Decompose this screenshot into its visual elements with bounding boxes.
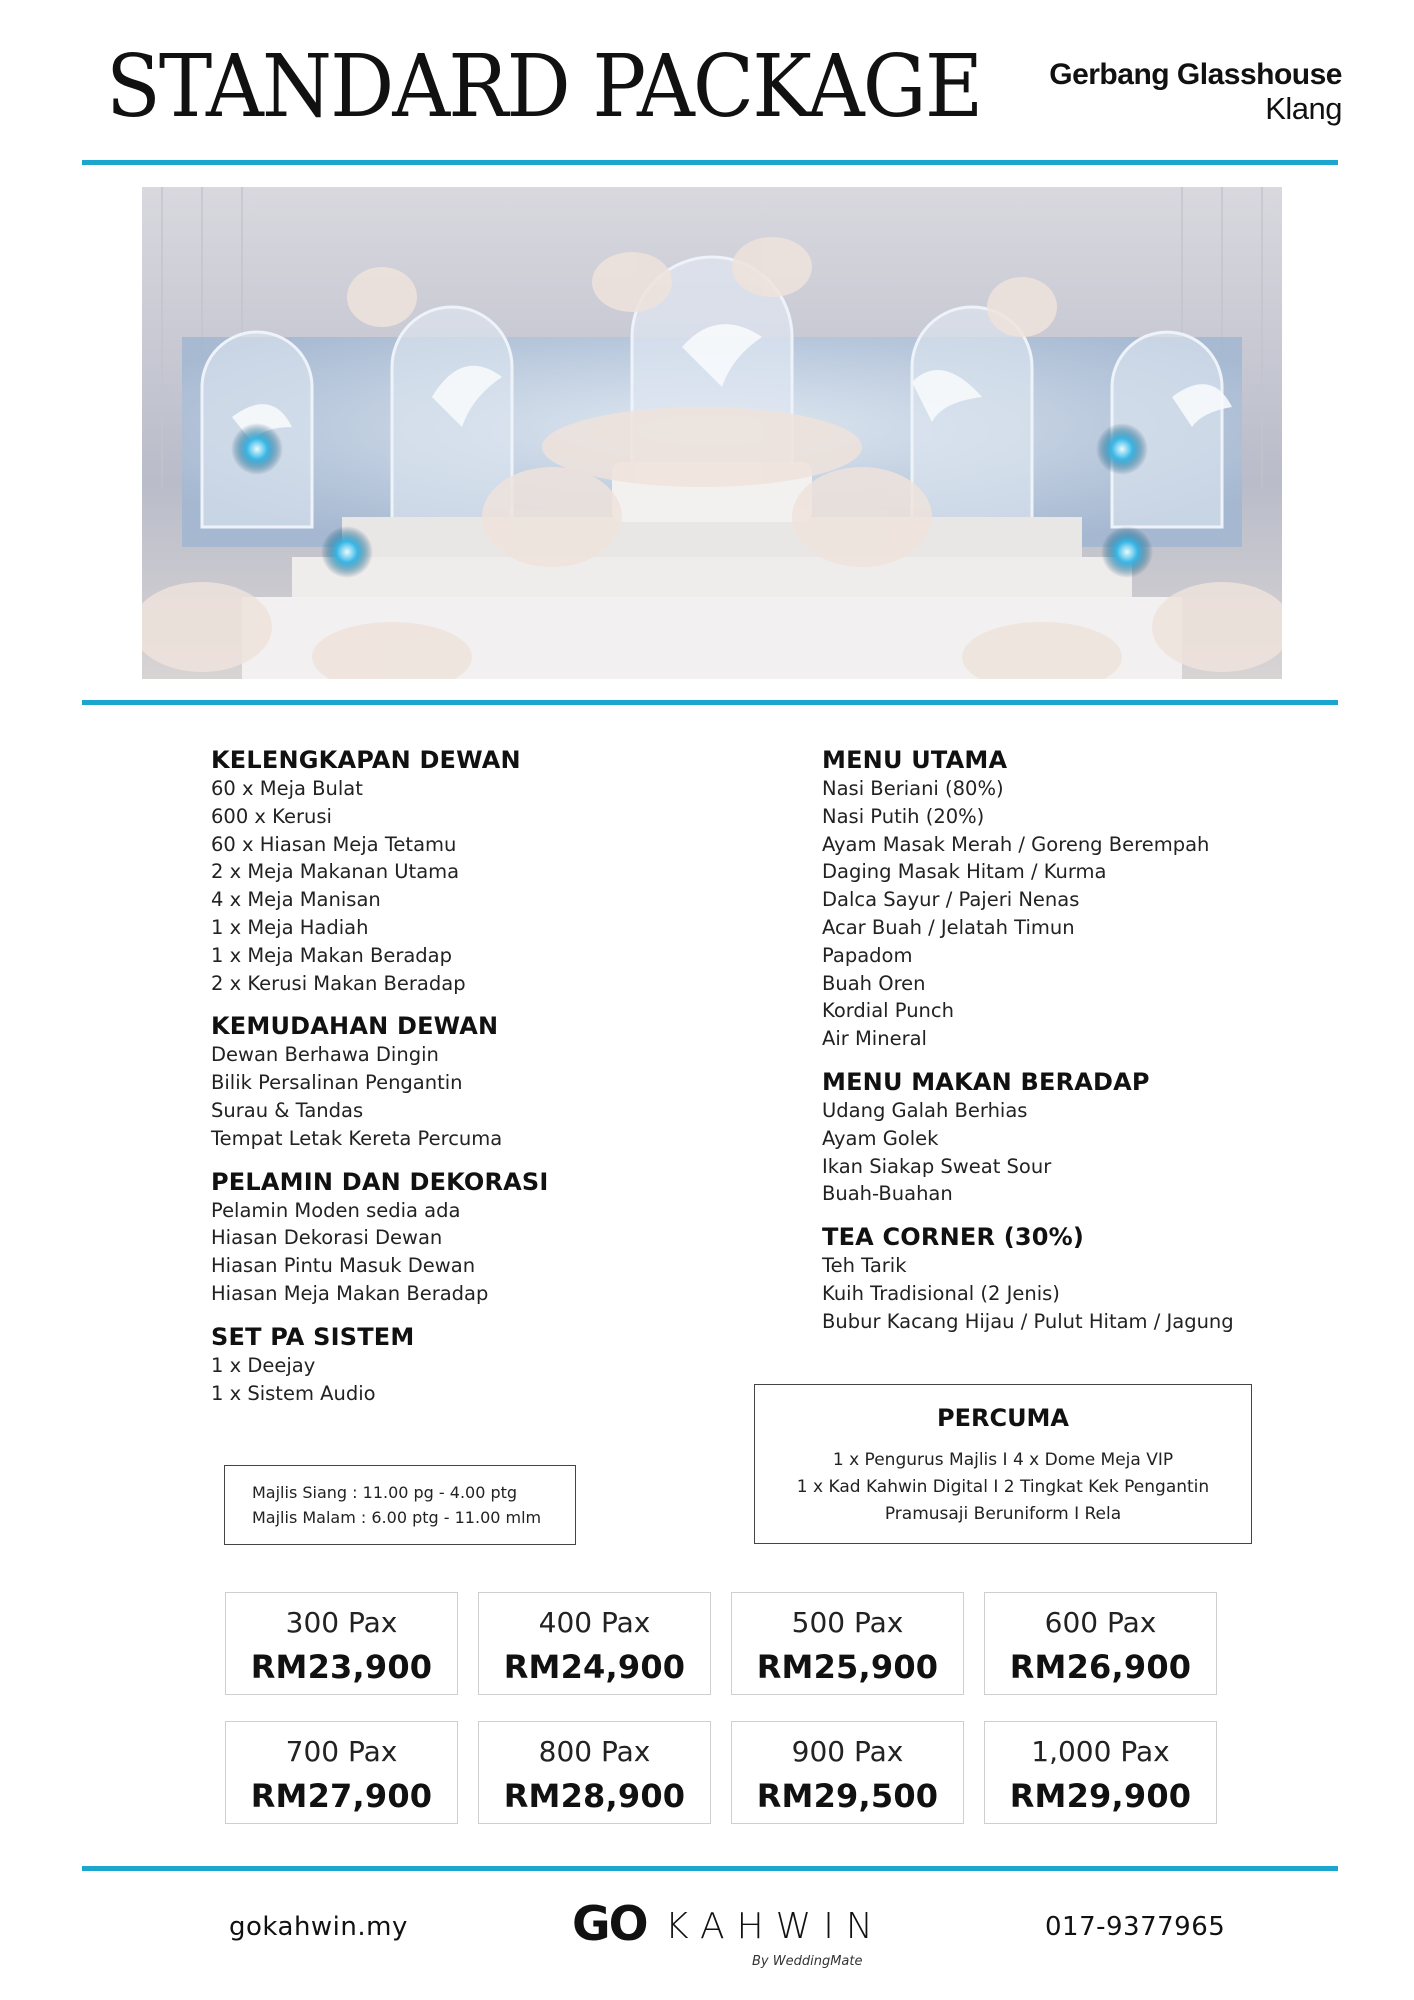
list-item: Kuih Tradisional (2 Jenis) [822, 1281, 1060, 1305]
percuma-box [754, 1384, 1252, 1544]
price-grid [225, 1592, 1220, 1826]
list-item: 2 x Meja Makanan Utama [211, 860, 460, 884]
list-item: Air Mineral [822, 1027, 927, 1051]
list-item: Surau & Tandas [211, 1098, 364, 1122]
gokahwin-logo [572, 1897, 885, 1970]
page-title: STANDARD PACKAGE [106, 37, 982, 137]
bottom-divider [82, 1866, 1338, 1871]
pax-label: 500 Pax [791, 1606, 904, 1639]
section-kemudahan-dewan [211, 1011, 751, 1152]
section-title: MENU MAKAN BERADAP [822, 1067, 1150, 1096]
list-item: Ikan Siakap Sweat Sour [822, 1154, 1052, 1178]
list-item: Udang Galah Berhias [822, 1098, 1028, 1122]
price-value: RM24,900 [503, 1648, 686, 1686]
list-item: Hiasan Meja Makan Beradap [211, 1281, 489, 1305]
list-item: 1 x Deejay [211, 1353, 316, 1377]
price-card-300 [225, 1592, 458, 1695]
phone-number[interactable]: 017-9377965 [1045, 1912, 1226, 1942]
list-item: Papadom [822, 943, 913, 967]
price-card-700 [225, 1721, 458, 1824]
price-value: RM26,900 [1009, 1648, 1192, 1686]
price-value: RM27,900 [250, 1777, 433, 1815]
venue-info [1049, 58, 1342, 127]
section-title: SET PA SISTEM [211, 1322, 415, 1351]
price-card-500 [731, 1592, 964, 1695]
price-card-600 [984, 1592, 1217, 1695]
top-divider [82, 160, 1338, 165]
list-item: Acar Buah / Jelatah Timun [822, 915, 1075, 939]
list-item: Bilik Persalinan Pengantin [211, 1071, 463, 1095]
list-item: 4 x Meja Manisan [211, 888, 381, 912]
list-item: 1 x Meja Hadiah [211, 915, 369, 939]
price-value: RM29,900 [1009, 1777, 1192, 1815]
event-hours-box [224, 1465, 576, 1545]
percuma-line: Pramusaji Beruniform I Rela [884, 1504, 1122, 1524]
percuma-line: 1 x Kad Kahwin Digital I 2 Tingkat Kek Pengantin [796, 1477, 1210, 1497]
list-item: Bubur Kacang Hijau / Pulut Hitam / Jagung [822, 1309, 1234, 1333]
list-item: Dewan Berhawa Dingin [211, 1043, 439, 1067]
list-item: Nasi Putih (20%) [822, 804, 985, 828]
stage-illustration [142, 187, 1282, 679]
list-item: 1 x Sistem Audio [211, 1381, 376, 1405]
hero-photo [142, 187, 1282, 679]
list-item: Teh Tarik [822, 1254, 907, 1278]
section-set-pa-sistem [211, 1322, 751, 1408]
section-title: PELAMIN DAN DEKORASI [211, 1167, 549, 1196]
price-card-800 [478, 1721, 711, 1824]
price-value: RM29,500 [756, 1777, 939, 1815]
pax-label: 300 Pax [285, 1606, 398, 1639]
list-item: 600 x Kerusi [211, 804, 332, 828]
pax-label: 600 Pax [1044, 1606, 1157, 1639]
logo-kahwin: KAHWIN [665, 1906, 885, 1947]
right-column [822, 745, 1382, 1350]
hours-day: Majlis Siang : 11.00 pg - 4.00 ptg [252, 1483, 518, 1502]
pax-label: 900 Pax [791, 1735, 904, 1768]
list-item: 60 x Meja Bulat [211, 777, 363, 800]
website-link[interactable]: gokahwin.my [229, 1912, 408, 1942]
mid-divider [82, 700, 1338, 705]
list-item: Hiasan Pintu Masuk Dewan [211, 1254, 476, 1278]
venue-name: Gerbang Glasshouse [1049, 58, 1342, 91]
venue-location: Klang [1265, 91, 1342, 126]
section-title: KEMUDAHAN DEWAN [211, 1012, 499, 1041]
list-item: Pelamin Moden sedia ada [211, 1198, 461, 1222]
list-item: Tempat Letak Kereta Percuma [211, 1126, 503, 1150]
percuma-title: PERCUMA [936, 1404, 1070, 1432]
section-pelamin-dekorasi [211, 1167, 751, 1308]
section-menu-utama [822, 745, 1382, 1053]
section-tea-corner [822, 1222, 1382, 1335]
list-item: Buah-Buahan [822, 1182, 953, 1206]
section-title: KELENGKAPAN DEWAN [211, 746, 521, 774]
pax-label: 1,000 Pax [1031, 1735, 1170, 1768]
list-item: Nasi Beriani (80%) [822, 777, 1004, 800]
section-kelengkapan-dewan [211, 745, 751, 997]
list-item: Buah Oren [822, 971, 926, 995]
list-item: Daging Masak Hitam / Kurma [822, 860, 1107, 884]
list-item: Ayam Golek [822, 1126, 939, 1150]
price-card-900 [731, 1721, 964, 1824]
list-item: 2 x Kerusi Makan Beradap [211, 971, 466, 995]
price-card-1000 [984, 1721, 1217, 1824]
section-title: TEA CORNER (30%) [822, 1223, 1085, 1252]
list-item: Kordial Punch [822, 999, 954, 1023]
pax-label: 800 Pax [538, 1735, 651, 1768]
logo-go: GO [572, 1897, 647, 1952]
price-value: RM23,900 [250, 1648, 433, 1686]
price-value: RM28,900 [503, 1777, 686, 1815]
left-column [211, 745, 751, 1421]
logo-byline: By WeddingMate [752, 1954, 863, 1969]
pax-label: 700 Pax [285, 1735, 398, 1768]
section-menu-makan-beradap [822, 1067, 1382, 1208]
hours-night: Majlis Malam : 6.00 ptg - 11.00 mlm [252, 1508, 542, 1527]
list-item: Dalca Sayur / Pajeri Nenas [822, 888, 1080, 912]
list-item: Hiasan Dekorasi Dewan [211, 1226, 443, 1250]
percuma-line: 1 x Pengurus Majlis I 4 x Dome Meja VIP [832, 1450, 1174, 1470]
pax-label: 400 Pax [538, 1606, 651, 1639]
list-item: 1 x Meja Makan Beradap [211, 943, 453, 967]
price-card-400 [478, 1592, 711, 1695]
section-title: MENU UTAMA [822, 746, 1008, 774]
list-item: 60 x Hiasan Meja Tetamu [211, 832, 457, 856]
list-item: Ayam Masak Merah / Goreng Berempah [822, 832, 1210, 856]
price-value: RM25,900 [756, 1648, 939, 1686]
